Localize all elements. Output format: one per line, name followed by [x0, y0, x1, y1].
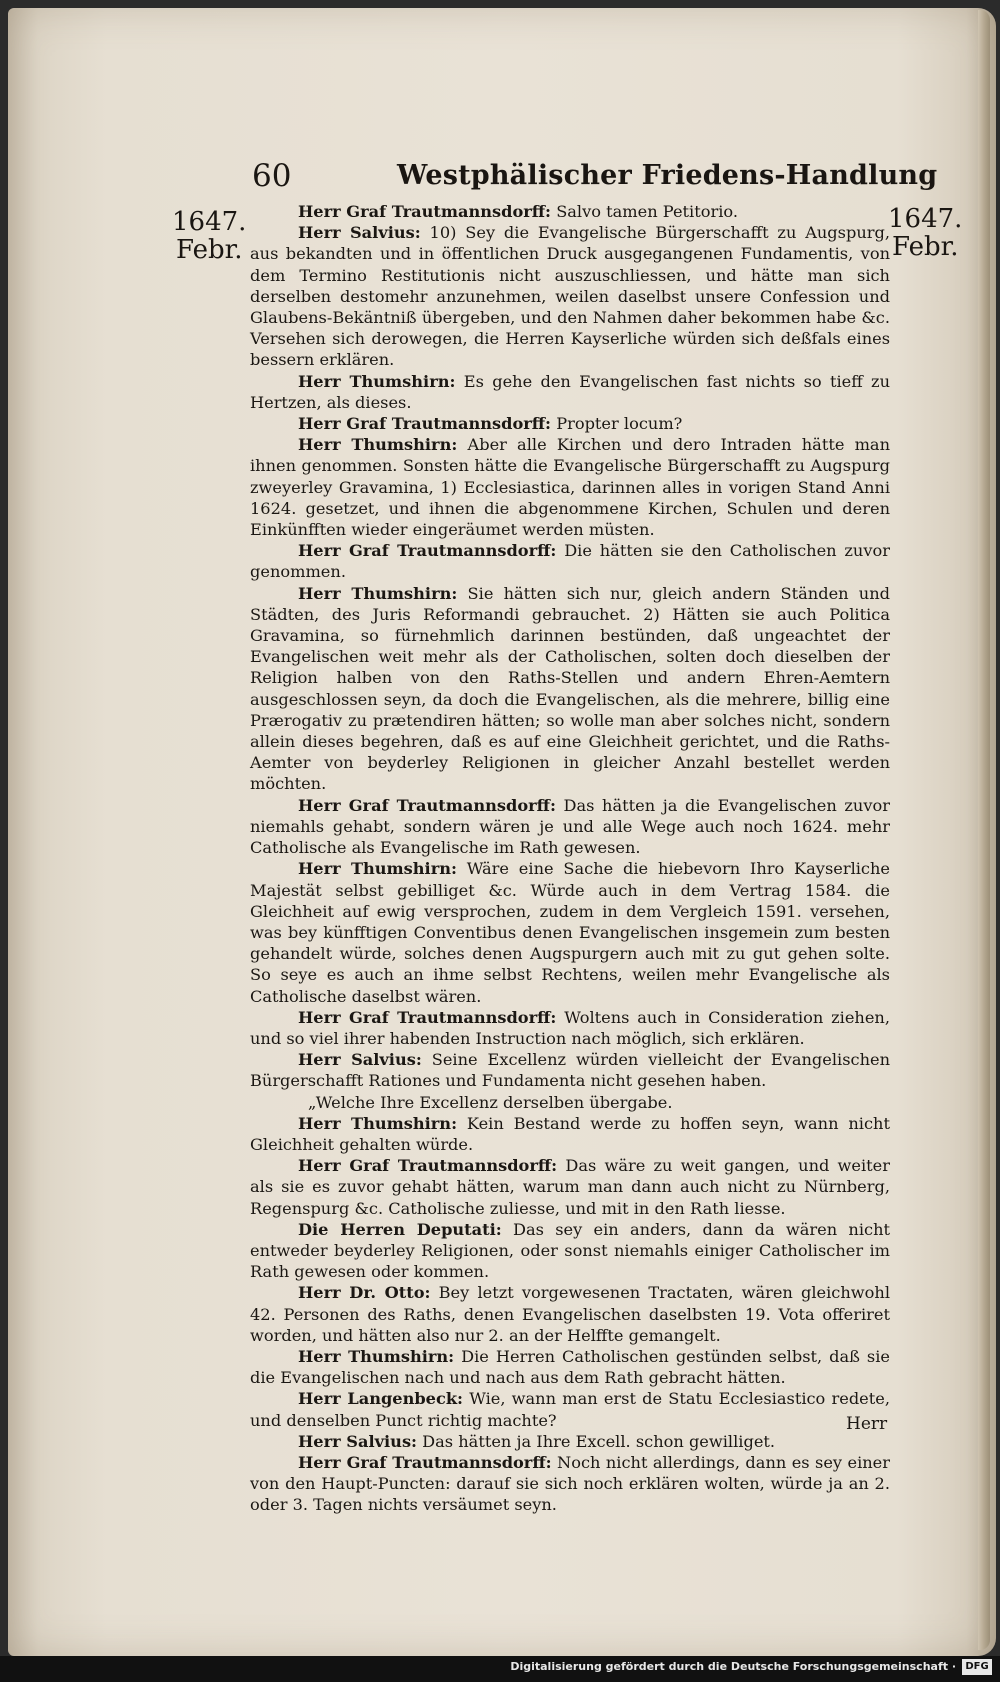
speaker-name: Herr Graf Trautmannsdorff: [298, 1452, 552, 1472]
speaker-name: Herr Graf Trautmannsdorff: [298, 1007, 557, 1027]
catchword: Herr [846, 1414, 888, 1434]
speaker-name: Herr Graf Trautmannsdorff: [298, 541, 557, 561]
speaker-name: Herr Graf Trautmannsdorff: [298, 795, 556, 815]
paragraph [250, 1282, 890, 1346]
right-margin-year: 1647. [888, 204, 963, 234]
paragraph [250, 1219, 890, 1283]
dfg-logo: DFG [962, 1659, 992, 1675]
paragraph-text: Wie, wann man erst de Statu Ecclesiastico redete, und denselben Punct richtig machte? [250, 1389, 890, 1430]
speaker-name: Herr Thumshirn: [298, 1113, 458, 1133]
paragraph-text: Das hätten ja Ihre Excell. schon gewilliget. [417, 1431, 776, 1451]
speaker-name: Herr Thumshirn: [298, 859, 457, 879]
speaker-name: Herr Salvius: [298, 1431, 418, 1451]
paragraph-text: Bey letzt vorgewesenen Tractaten, wären gleichwohl 42. Personen des Raths, denen Evangelischen daselbsten 19. Vota offeriret worden, und hätten also nur 2. an der Helffte gemangelt. [250, 1283, 890, 1345]
paragraph [250, 1388, 890, 1430]
running-title: Westphälischer Friedens-Handlung [397, 160, 938, 191]
speaker-name: Herr Thumshirn: [298, 371, 456, 391]
paragraph-text: Sie hätten sich nur, gleich andern Ständen und Städten, des Juris Reformandi gebrauchet. 2) Hätten sie auch Politica Gravamina, so fürnehmlich darinnen bestünden, daß ungeachtet der Evangelischen weit mehr als der Catholischen, solten doch dieselben der Religion halben von den Raths-Stellen und andern Ehren-Aemtern ausgeschlossen seyn, da doch die Evangelischen, als die mehrere, billig eine Prærogativ zu prætendiren hätten; so wolle man aber solches nicht, sondern allein dieses begehren, daß es auf eine Gleichheit gerichtet, und die Raths-Aemter von beyderley Religionen in gleicher Anzahl bestellet werden möchten. [250, 583, 890, 794]
page-edge [978, 10, 990, 1650]
paragraph [250, 1452, 890, 1516]
left-margin-month: Febr. [175, 235, 243, 265]
paragraph [250, 1113, 890, 1155]
paragraph-text: Aber alle Kirchen und dero Intraden hätte man ihnen genommen. Sonsten hätte die Evangelische Bürgerschafft zu Augspurg zweyerley Gravamina, 1) Ecclesiastica, darinnen alles in vorigen Stand Anni 1624. gesetzet, und ihnen die abgenommene Kirchen, Schulen und deren Einkünfften wieder eingeräumet werden müsten. [250, 435, 891, 540]
paragraph [250, 858, 890, 1006]
paragraph [250, 371, 890, 413]
paragraph [250, 201, 890, 222]
paragraph [250, 1092, 890, 1113]
footer-bar [0, 1656, 1000, 1682]
main-text-block [250, 201, 890, 1516]
paragraph-text: Wäre eine Sache die hiebevorn Ihro Kayserliche Majestät selbst gebilliget &c. Würde auch in dem Vertrag 1584. die Gleichheit auf ewig versprochen, zudem in dem Vergleich 1591. versehen, was bey künfftigen Conventibus denen Evangelischen insgemein zum besten gehandelt würde, solches denen Augspurgern auch mit zu gut gehen solte. So seye es auch an ihme selbst Rechtens, weilen mehr Evangelische als Catholische daselbst wären. [250, 859, 890, 1006]
speaker-name: Die Herren Deputati: [298, 1219, 502, 1239]
paragraph [250, 434, 890, 540]
left-margin-date [172, 208, 246, 264]
paragraph [250, 1155, 890, 1219]
paragraph-text: Woltens auch in Consideration ziehen, und so viel ihrer habenden Instruction nach möglich, sich erklären. [250, 1007, 890, 1048]
paragraph [250, 1007, 890, 1049]
speaker-name: Herr Thumshirn: [298, 435, 458, 455]
paragraph [250, 1431, 890, 1452]
paragraph [250, 1346, 890, 1388]
paragraph-text: Es gehe den Evangelischen fast nichts so tieff zu Hertzen, als dieses. [250, 371, 891, 412]
right-margin-month: Febr. [891, 232, 959, 262]
right-margin-date [888, 205, 962, 261]
paragraph-text: Das sey ein anders, dann da wären nicht entweder beyderley Religionen, oder sonst niemahls einiger Catholischer im Rath gewesen oder kommen. [250, 1219, 891, 1282]
speaker-name: Herr Graf Trautmannsdorff: [298, 202, 552, 221]
speaker-name: Herr Graf Trautmannsdorff: [298, 1156, 558, 1176]
paragraph-text: Salvo tamen Petitorio. [551, 202, 739, 221]
footer-credit: Digitalisierung gefördert durch die Deutsche Forschungsgemeinschaft · [510, 1660, 956, 1673]
speaker-name: Herr Thumshirn: [298, 583, 458, 603]
left-margin-year: 1647. [172, 207, 247, 237]
paragraph [250, 795, 890, 859]
paragraph-text: Propter locum? [551, 414, 683, 434]
speaker-name: Herr Salvius: [298, 1050, 422, 1070]
paragraph [250, 222, 890, 370]
paragraph [250, 413, 890, 434]
paragraph [250, 540, 890, 582]
paragraph-text: Noch nicht allerdings, dann es sey einer von den Haupt-Puncten: darauf sie sich noch erklären wolten, würde ja an 2. oder 3. Tagen nichts versäumet seyn. [250, 1452, 890, 1515]
speaker-name: Herr Langenbeck: [298, 1389, 464, 1409]
paragraph-text: „Welche Ihre Excellenz derselben übergabe. [308, 1092, 673, 1112]
paragraph-text: Kein Bestand werde zu hoffen seyn, wann nicht Gleichheit gehalten würde. [250, 1113, 890, 1154]
speaker-name: Herr Dr. Otto: [298, 1283, 431, 1303]
speaker-name: Herr Salvius: [298, 223, 421, 243]
paragraph-text: 10) Sey die Evangelische Bürgerschafft zu Augspurg, aus bekandten und in öffentlichen Druck ausgegangenen Fundamentis, von dem Termino Restitutionis nicht auszuschliessen, und hätte man sich derselben destomehr anzunehmen, weilen daselbst unsere Confession und Glaubens-Bekäntniß übergeben, und den Nahmen daher bekommen habe &c. Versehen sich derowegen, die Herren Kayserliche würden sich deßfals eines bessern erklären. [250, 223, 891, 370]
page-number: 60 [252, 158, 292, 194]
page-header [0, 158, 1000, 198]
paragraph-text: Die Herren Catholischen gestünden selbst, daß sie die Evangelischen nach und nach aus dem Rath gebracht hätten. [250, 1346, 890, 1388]
paragraph-text: Die hätten sie den Catholischen zuvor genommen. [250, 541, 890, 582]
paragraph [250, 583, 890, 795]
paragraph [250, 1049, 890, 1091]
speaker-name: Herr Graf Trautmannsdorff: [298, 414, 552, 434]
paragraph-text: Das hätten ja die Evangelischen zuvor niemahls gehabt, sondern wären je und alle Wege auch noch 1624. mehr Catholische als Evangelische im Rath gewesen. [250, 795, 890, 858]
paragraph-text: Das wäre zu weit gangen, und weiter als sie es zuvor gehabt hätten, warum man dann auch nicht zu Nürnberg, Regenspurg &c. Catholische zuliesse, und mit in den Rath liesse. [250, 1156, 890, 1218]
paragraph-text: Seine Excellenz würden vielleicht der Evangelischen Bürgerschafft Rationes und Fundamenta nicht gesehen haben. [250, 1050, 891, 1091]
speaker-name: Herr Thumshirn: [298, 1346, 455, 1366]
